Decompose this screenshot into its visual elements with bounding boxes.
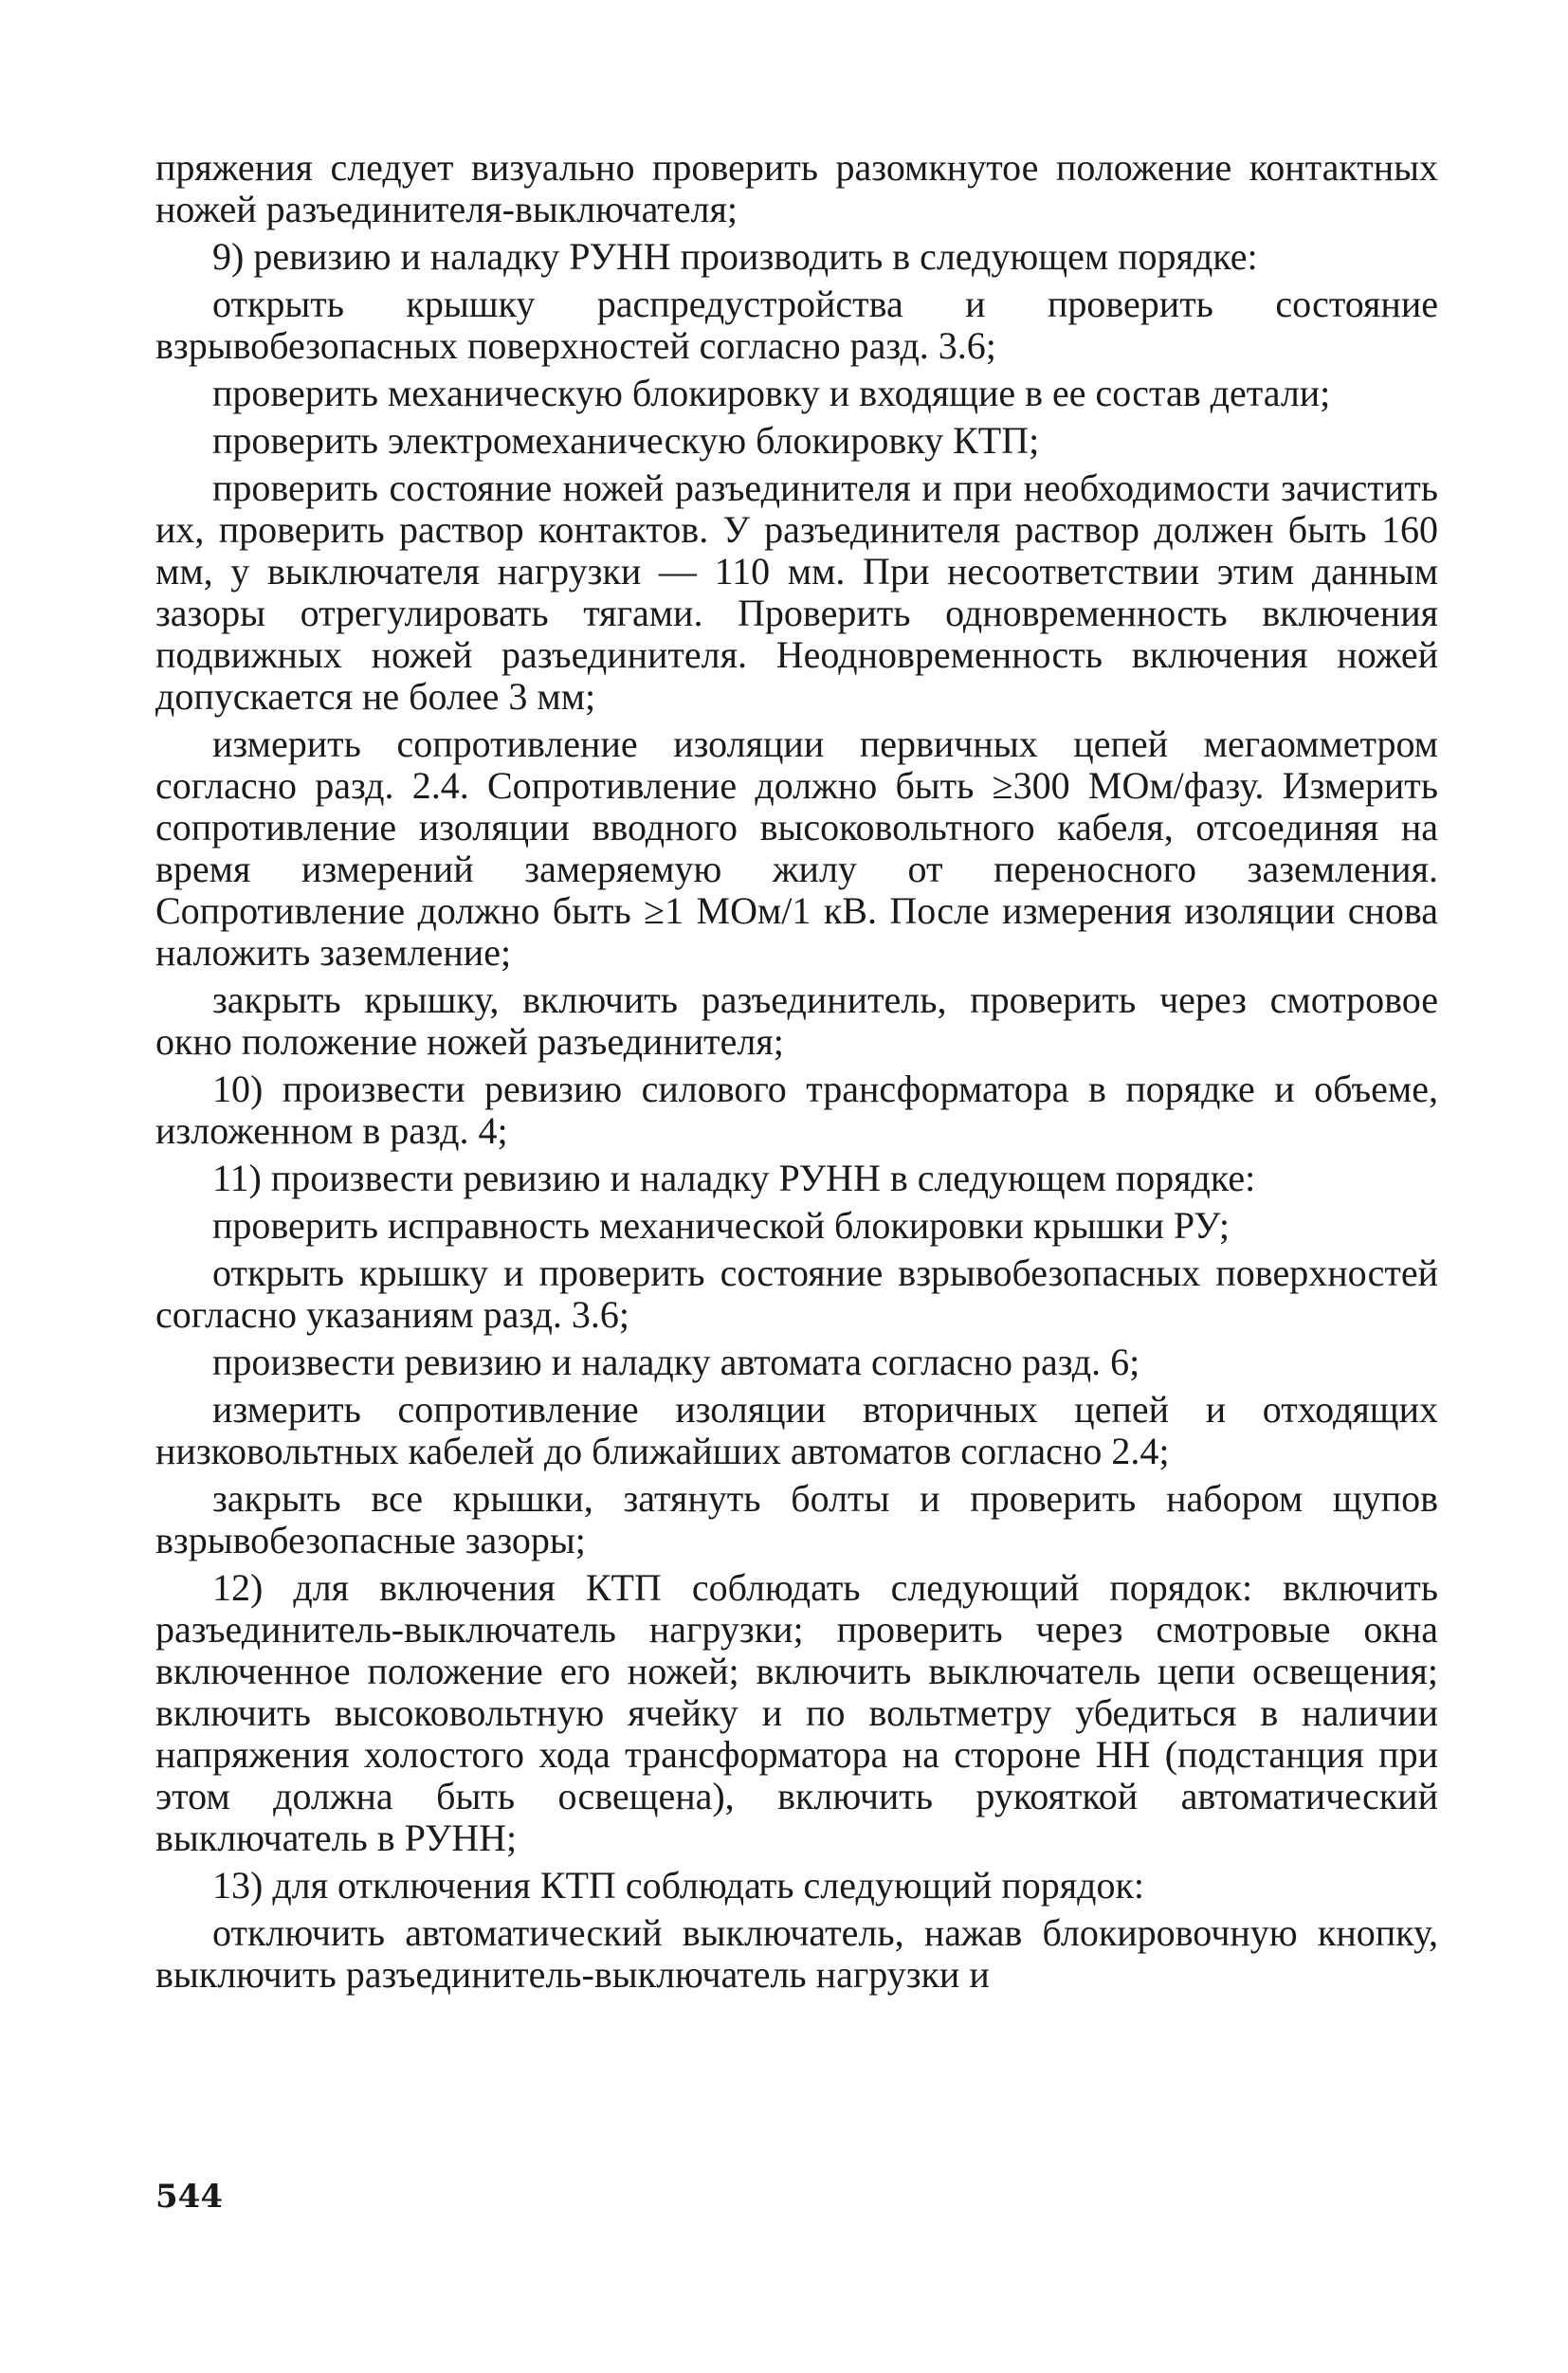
paragraph-secondary-insulation: измерить сопротивление изоляции вторичных цепей и отходящих низковольтных кабелей до ближайших автоматов согласно 2.4; — [155, 1388, 1438, 1472]
paragraph-insulation-resistance: измерить сопротивление изоляции первичных цепей мегаомметром согласно разд. 2.4. Сопротивление должно быть ≥300 МОм/фазу. Измерить сопротивление изоляции вводного высоковольтного кабеля, отсоединяя на время измерений замеряемую жилу от переносного заземления. Сопротивление должно быть ≥1 МОм/1 кВ. После измерения изоляции снова наложить заземление; — [155, 722, 1438, 974]
paragraph-mechanical-lock: проверить механическую блокировку и входящие в ее состав детали; — [212, 372, 1331, 414]
paragraph-electromechanical-lock: проверить электромеханическую блокировку КТП; — [212, 419, 1040, 462]
paragraph-close-cover: закрыть крышку, включить разъединитель, проверить через смотровое окно положение ножей разъединителя; — [155, 978, 1438, 1063]
paragraph-item-11: 11) произвести ревизию и наладку РУНН в следующем порядке: — [212, 1157, 1256, 1199]
paragraph-disconnector-knives: проверить состояние ножей разъединителя и при необходимости зачистить их, проверить раствор контактов. У разъединителя раствор должен быть 160 мм, у выключателя нагрузки — 110 мм. При несоответствии этим данным зазоры отрегулировать тягами. Проверить одновременность включения подвижных ножей разъединителя. Неодновременность включения ножей допускается не более 3 мм; — [155, 466, 1438, 718]
page-number: 544 — [155, 2178, 223, 2216]
page-body — [155, 147, 1438, 2001]
paragraph-item-12: 12) для включения КТП соблюдать следующий порядок: включить разъединитель-выключатель нагрузки; проверить через смотровые окна включенное положение его ножей; включить выключатель цепи освещения; включить высоковольтную ячейку и по вольтметру убедиться в наличии напряжения холостого хода трансформатора на стороне НН (подстанция при этом должна быть освещена), включить рукояткой автоматический выключатель в РУНН; — [155, 1566, 1438, 1859]
paragraph-check-lock: проверить исправность механической блокировки крышки РУ; — [212, 1204, 1231, 1247]
paragraph-continuation: пряжения следует визуально проверить разомкнутое положение контактных ножей разъединителя-выключателя; — [155, 146, 1438, 230]
paragraph-open-cover: открыть крышку распредустройства и проверить состояние взрывобезопасных поверхностей согласно разд. 3.6; — [155, 283, 1438, 367]
paragraph-item-10: 10) произвести ревизию силового трансформатора в порядке и объеме, изложенном в разд. 4; — [155, 1068, 1438, 1152]
paragraph-item-13: 13) для отключения КТП соблюдать следующий порядок: — [212, 1864, 1145, 1907]
paragraph-automat-revision: произвести ревизию и наладку автомата согласно разд. 6; — [212, 1341, 1140, 1383]
paragraph-item-9: 9) ревизию и наладку РУНН производить в следующем порядке: — [212, 235, 1258, 278]
paragraph-open-cover-surfaces: открыть крышку и проверить состояние взрывобезопасных поверхностей согласно указаниям разд. 3.6; — [155, 1251, 1438, 1336]
paragraph-close-covers: закрыть все крышки, затянуть болты и проверить набором щупов взрывобезопасные зазоры; — [155, 1477, 1438, 1561]
paragraph-switch-off: отключить автоматический выключатель, нажав блокировочную кнопку, выключить разъединитель-выключатель нагрузки и — [155, 1911, 1438, 1996]
